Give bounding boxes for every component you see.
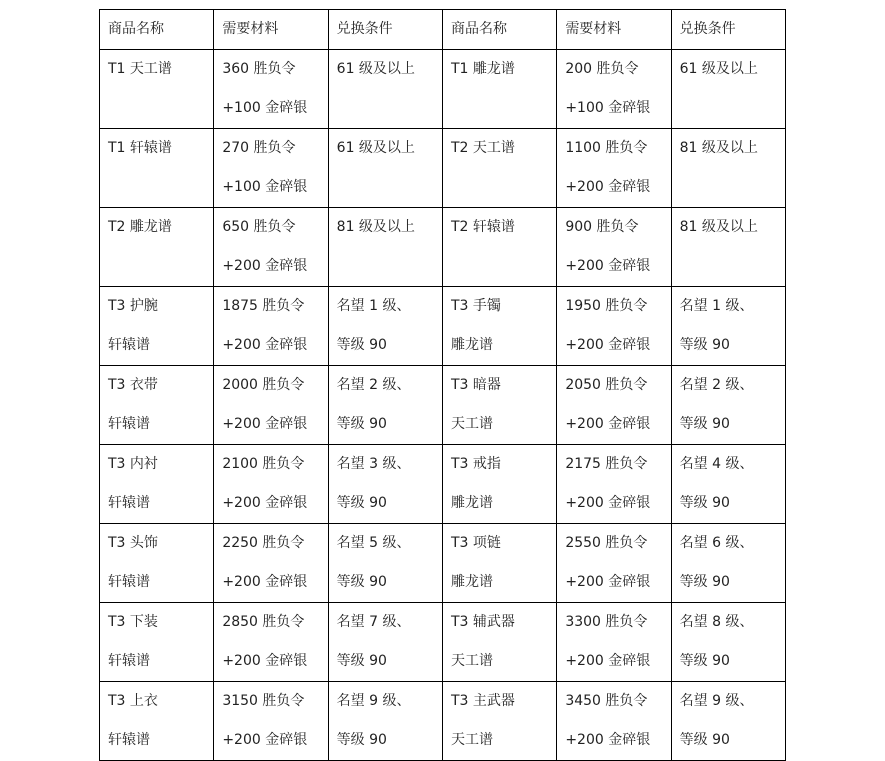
cell-exchange-condition [671,682,785,761]
table-row [100,208,786,287]
cell-line: +200 金碎银 [565,416,651,432]
cell-line: 雕龙谱 [450,495,493,511]
cell-item-name [442,50,556,129]
cell-line: 等级 90 [679,416,730,432]
cell-exchange-condition [328,287,442,366]
cell-item-name [100,50,214,129]
cell-item-name [100,682,214,761]
cell-line: T2 轩辕谱 [450,219,515,235]
cell-line: 900 胜负令 [565,219,639,235]
cell-line: 等级 90 [336,574,387,590]
header-required-materials: 需要材料 [557,10,671,50]
cell-required-materials [557,208,671,287]
cell-exchange-condition [328,366,442,445]
cell-exchange-condition [671,603,785,682]
cell-line: 2175 胜负令 [565,456,648,472]
cell-line: 等级 90 [336,416,387,432]
cell-line: 61 级及以上 [336,61,415,77]
table-row [100,524,786,603]
cell-line: +200 金碎银 [565,179,651,195]
cell-line: +100 金碎银 [222,100,308,116]
cell-required-materials [214,524,328,603]
cell-line: T3 暗器 [450,377,501,393]
cell-line: +200 金碎银 [222,732,308,748]
cell-line: 3450 胜负令 [565,693,648,709]
cell-exchange-condition [328,682,442,761]
cell-line: 1950 胜负令 [565,298,648,314]
cell-line: 轩辕谱 [108,337,150,353]
cell-item-name [442,208,556,287]
cell-item-name [100,603,214,682]
cell-line: 雕龙谱 [450,574,493,590]
cell-required-materials [214,682,328,761]
cell-exchange-condition [328,50,442,129]
cell-line: +200 金碎银 [222,416,308,432]
cell-line: 3150 胜负令 [222,693,305,709]
table-row [100,129,786,208]
table-row [100,287,786,366]
header-required-materials: 需要材料 [214,10,328,50]
cell-line: 名望 2 级、 [336,377,411,393]
cell-required-materials [214,287,328,366]
cell-line: T3 手镯 [450,298,501,314]
cell-line: T2 雕龙谱 [108,219,172,235]
header-exchange-condition: 兑换条件 [328,10,442,50]
cell-item-name [100,445,214,524]
cell-required-materials [557,50,671,129]
cell-line: 名望 7 级、 [336,614,411,630]
cell-line: 名望 1 级、 [336,298,411,314]
cell-line: 等级 90 [336,495,387,511]
cell-line: 名望 9 级、 [679,693,754,709]
cell-exchange-condition [328,208,442,287]
cell-line: 61 级及以上 [336,140,415,156]
cell-exchange-condition [671,524,785,603]
header-exchange-condition: 兑换条件 [671,10,785,50]
cell-required-materials [557,129,671,208]
cell-line: 81 级及以上 [336,219,415,235]
cell-line: T3 下装 [108,614,158,630]
cell-line: 天工谱 [450,653,493,669]
cell-line: T3 护腕 [108,298,158,314]
cell-line: 等级 90 [679,653,730,669]
cell-line: 天工谱 [450,732,493,748]
cell-exchange-condition [328,129,442,208]
cell-line: 2550 胜负令 [565,535,648,551]
cell-item-name [442,682,556,761]
cell-line: 360 胜负令 [222,61,296,77]
cell-line: +200 金碎银 [565,495,651,511]
cell-item-name [442,287,556,366]
cell-line: +200 金碎银 [565,258,651,274]
cell-line: 2850 胜负令 [222,614,305,630]
cell-exchange-condition [671,208,785,287]
exchange-table [99,9,786,761]
cell-line: 3300 胜负令 [565,614,648,630]
cell-line: 等级 90 [336,653,387,669]
cell-line: T1 轩辕谱 [108,140,172,156]
cell-line: 雕龙谱 [450,337,493,353]
cell-line: 轩辕谱 [108,495,150,511]
cell-line: 1875 胜负令 [222,298,305,314]
cell-line: T3 衣带 [108,377,158,393]
cell-line: +200 金碎银 [222,337,308,353]
cell-line: +200 金碎银 [222,574,308,590]
table-row [100,445,786,524]
cell-required-materials [557,366,671,445]
header-item-name: 商品名称 [442,10,556,50]
cell-line: 等级 90 [679,495,730,511]
cell-line: T3 内衬 [108,456,158,472]
cell-line: 2250 胜负令 [222,535,305,551]
cell-exchange-condition [671,287,785,366]
cell-line: T3 戒指 [450,456,501,472]
cell-item-name [100,208,214,287]
cell-line: 天工谱 [450,416,493,432]
cell-item-name [442,445,556,524]
cell-line: 等级 90 [336,732,387,748]
cell-line: T3 辅武器 [450,614,515,630]
cell-required-materials [214,445,328,524]
cell-line: 270 胜负令 [222,140,296,156]
cell-line: +200 金碎银 [222,495,308,511]
cell-exchange-condition [328,445,442,524]
cell-line: T3 上衣 [108,693,158,709]
cell-line: 名望 8 级、 [679,614,754,630]
cell-line: T3 头饰 [108,535,158,551]
cell-line: 轩辕谱 [108,416,150,432]
cell-line: 名望 9 级、 [336,693,411,709]
cell-exchange-condition [671,366,785,445]
cell-line: 81 级及以上 [679,140,758,156]
cell-required-materials [214,603,328,682]
cell-line: T3 项链 [450,535,501,551]
header-item-name: 商品名称 [100,10,214,50]
cell-line: +200 金碎银 [222,258,308,274]
cell-line: 1100 胜负令 [565,140,648,156]
cell-item-name [100,366,214,445]
cell-line: T1 雕龙谱 [450,61,515,77]
cell-item-name [442,129,556,208]
cell-exchange-condition [671,50,785,129]
cell-line: 等级 90 [336,337,387,353]
cell-line: 等级 90 [679,574,730,590]
cell-line: +200 金碎银 [565,653,651,669]
cell-line: 轩辕谱 [108,732,150,748]
cell-line: 轩辕谱 [108,574,150,590]
cell-line: +200 金碎银 [565,732,651,748]
cell-line: T2 天工谱 [450,140,515,156]
table-row [100,682,786,761]
cell-line: 61 级及以上 [679,61,758,77]
cell-exchange-condition [671,445,785,524]
cell-line: 81 级及以上 [679,219,758,235]
header-row [100,10,786,50]
cell-line: 等级 90 [679,732,730,748]
cell-line: +200 金碎银 [565,574,651,590]
cell-required-materials [557,524,671,603]
cell-line: +200 金碎银 [565,337,651,353]
cell-line: 2000 胜负令 [222,377,305,393]
cell-required-materials [214,208,328,287]
cell-line: +200 金碎银 [222,653,308,669]
cell-item-name [442,366,556,445]
cell-line: 名望 4 级、 [679,456,754,472]
table-body [100,50,786,761]
cell-exchange-condition [328,524,442,603]
cell-required-materials [557,603,671,682]
cell-line: T3 主武器 [450,693,515,709]
cell-line: 2050 胜负令 [565,377,648,393]
cell-required-materials [214,366,328,445]
cell-line: 名望 2 级、 [679,377,754,393]
cell-line: 200 胜负令 [565,61,639,77]
cell-exchange-condition [671,129,785,208]
cell-required-materials [557,287,671,366]
table-row [100,366,786,445]
cell-line: T1 天工谱 [108,61,172,77]
table-row [100,603,786,682]
cell-required-materials [214,50,328,129]
cell-required-materials [214,129,328,208]
cell-line: 2100 胜负令 [222,456,305,472]
cell-required-materials [557,445,671,524]
cell-required-materials [557,682,671,761]
cell-line: 名望 5 级、 [336,535,411,551]
cell-line: 轩辕谱 [108,653,150,669]
cell-line: 名望 6 级、 [679,535,754,551]
cell-line: 等级 90 [679,337,730,353]
cell-item-name [100,287,214,366]
table-row [100,50,786,129]
cell-item-name [442,524,556,603]
cell-line: +100 金碎银 [565,100,651,116]
cell-line: 名望 1 级、 [679,298,754,314]
cell-line: 名望 3 级、 [336,456,411,472]
table-header [100,10,786,50]
cell-line: 650 胜负令 [222,219,296,235]
cell-item-name [100,524,214,603]
cell-line: +100 金碎银 [222,179,308,195]
cell-item-name [442,603,556,682]
cell-exchange-condition [328,603,442,682]
cell-item-name [100,129,214,208]
